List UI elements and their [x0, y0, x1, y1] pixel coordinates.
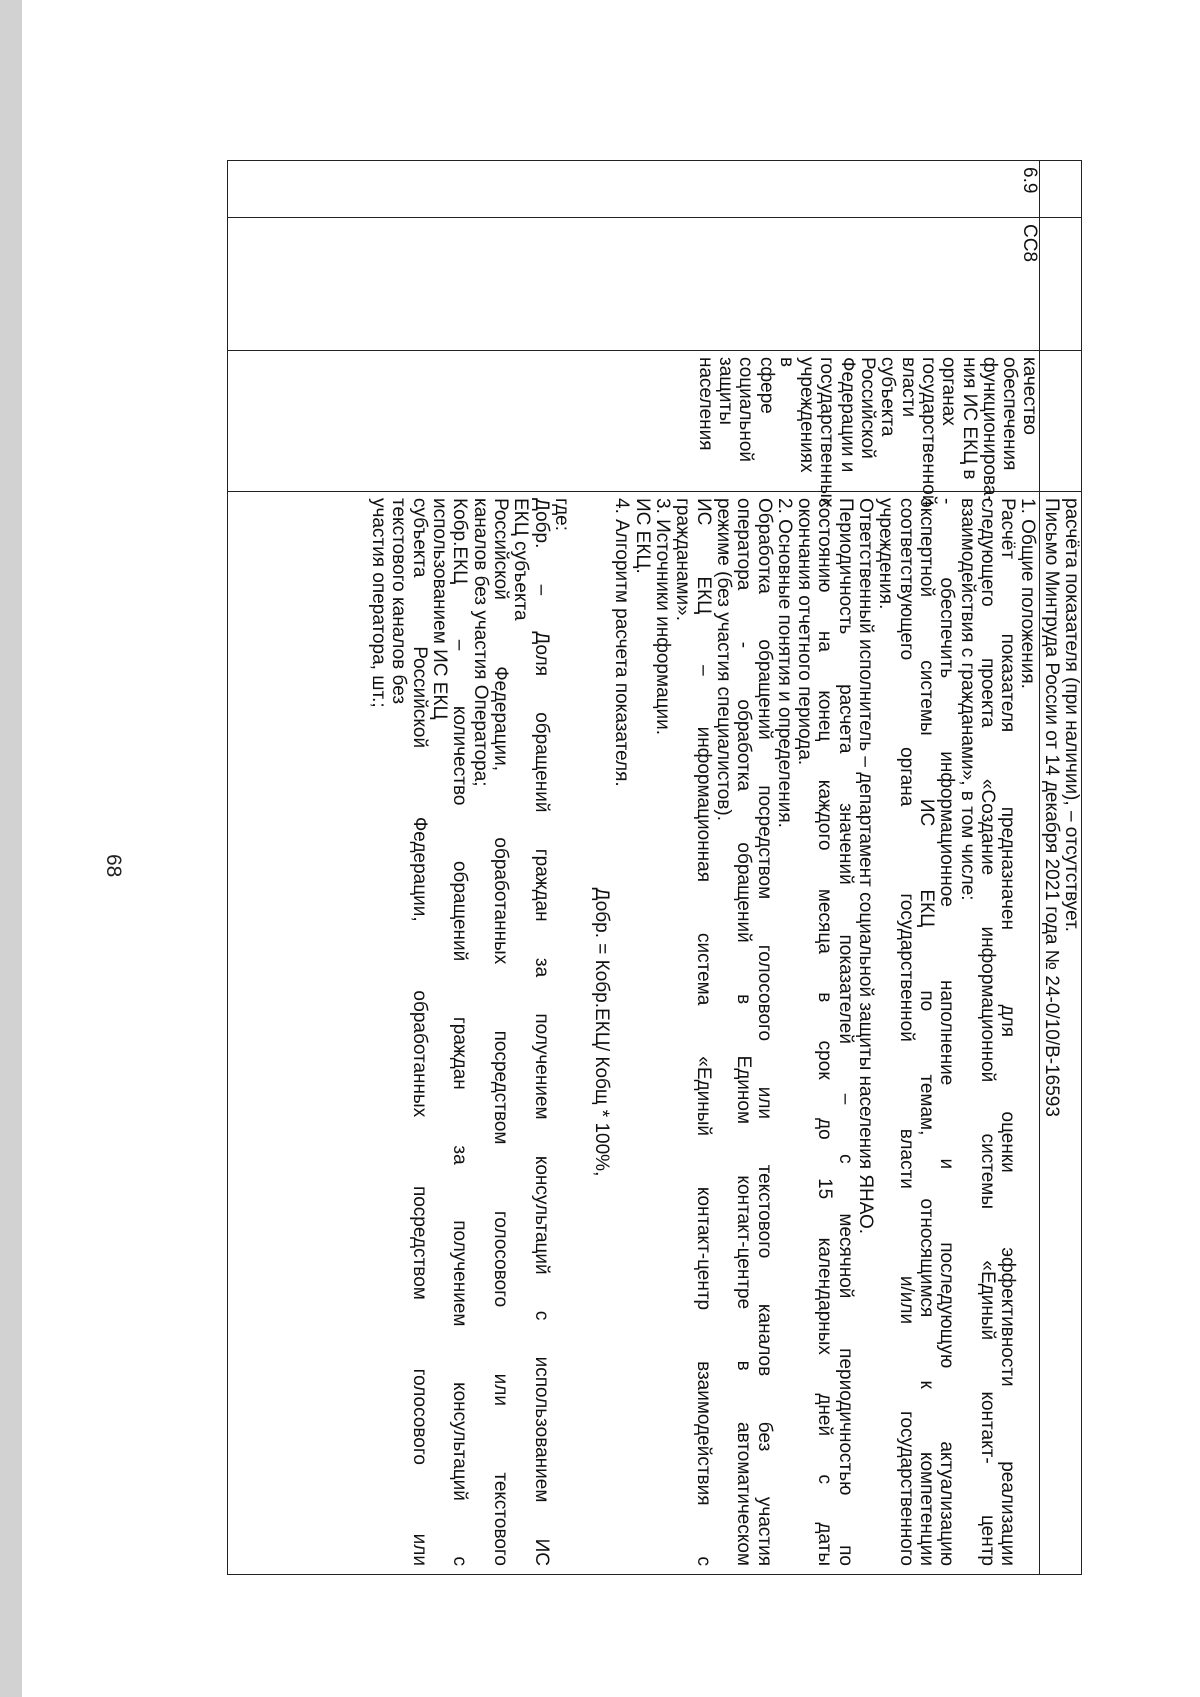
rotated-table-wrapper	[222, 160, 1082, 1570]
method-line: использованием ИС ЕКЦ	[429, 498, 451, 720]
row-method-cell	[228, 492, 1040, 1575]
method-line: гражданами».	[672, 498, 694, 622]
method-line: ЕКЦ субъекта	[510, 498, 532, 621]
method-line: Кобр.ЕКЦ – количество обращений граждан за получением консультаций с	[449, 498, 471, 1566]
calculation-method-text	[366, 492, 1040, 1574]
method-line: каналов без участия Оператора;	[469, 498, 491, 787]
indicator-name-line: ния ИС ЕКЦ в	[958, 357, 980, 480]
method-line: Добр. = Кобр.ЕКЦ/ Кобщ * 100%,	[591, 887, 613, 1177]
indicator-name-line: государственных	[816, 357, 838, 508]
method-line: следующего проекта «Создание информационной системы «Единый контакт- центр	[976, 498, 998, 1566]
indicator-name	[694, 351, 1041, 508]
indicator-name-line: сфере	[755, 357, 777, 414]
document-page	[22, 0, 1200, 1697]
method-line: взаимодействия с гражданами», в том числе:	[956, 498, 978, 901]
method-line: режиме (без участия специалистов).	[712, 498, 734, 822]
header-line: Письмо Минтруда России от 14 декабря 2021 года № 24-0/10/В-16593	[1040, 498, 1062, 1117]
method-line: 2. Основные понятия и определения.	[773, 498, 795, 828]
method-line: Ответственный исполнитель – департамент социальной защиты населения ЯНАО.	[855, 498, 877, 1235]
method-line: Добр. – Доля обращений граждан за получением консультаций с использованием ИС	[530, 498, 552, 1566]
row-code-cell	[228, 218, 1040, 351]
method-line: Обработка обращений посредством голосового или текстового каналов без участия	[753, 498, 775, 1566]
header-empty-cell-3	[1040, 351, 1082, 492]
method-line: Расчёт показателя предназначен для оценки эффективности реализации	[997, 498, 1019, 1566]
indicator-name-line: качество	[1019, 357, 1041, 435]
header-empty-cell-2	[1040, 218, 1082, 351]
method-line: 3. Источники информации.	[652, 498, 674, 736]
indicator-table	[227, 160, 1082, 1575]
method-line: соответствующего органа государственной власти и/или государственного	[895, 498, 917, 1566]
row-code: СС8	[1019, 224, 1041, 263]
indicator-name-line: населения	[694, 357, 716, 451]
method-line: окончания отчетного периода.	[794, 498, 816, 766]
method-line: экспертной системы ИС ЕКЦ по темам, относящимся к компетенции	[915, 498, 937, 1566]
method-line: оператора - обработка обращений в Едином контакт-центре в автоматическом	[733, 498, 755, 1566]
method-line: участия оператора, шт.;	[368, 498, 390, 708]
method-line: ИС ЕКЦ.	[631, 498, 653, 574]
indicator-name-line: Федерации и	[836, 357, 858, 473]
row-number: 6.9	[1019, 167, 1041, 194]
indicator-name-line: государственной	[917, 357, 939, 506]
indicator-name-line: социальной	[735, 357, 757, 463]
method-line: - обеспечить информационное наполнение и последующую актуализацию	[936, 498, 958, 1566]
row-number-cell	[228, 161, 1040, 218]
indicator-name-line: органах	[938, 357, 960, 426]
indicator-name-line: Российской	[857, 357, 879, 459]
indicator-name-line: функционирова-	[978, 357, 1000, 502]
method-line: субъекта Российской Федерации, обработанных посредством голосового или	[408, 498, 430, 1566]
row-name-cell	[228, 351, 1041, 508]
indicator-name-line: власти субъекта	[877, 357, 919, 437]
method-line: учреждения.	[875, 498, 897, 610]
method-line: Периодичность расчета значений показателей – с месячной периодичностью по	[834, 498, 856, 1566]
header-empty-cell-1	[1040, 161, 1082, 218]
header-row	[1040, 161, 1082, 1575]
table-row	[228, 161, 1040, 1575]
method-line: текстового каналов без	[388, 498, 410, 705]
indicator-name-line: защиты	[714, 357, 736, 425]
method-line: 1. Общие положения.	[1017, 498, 1039, 689]
indicator-name-line: учреждениях в	[775, 357, 818, 473]
method-line: 4. Алгоритм расчета показателя.	[611, 498, 633, 787]
header-text	[1040, 492, 1081, 1574]
method-line: состоянию на конец каждого месяца в срок до 15 календарных дней с даты	[814, 498, 836, 1566]
method-line: ИС ЕКЦ – информационная система «Единый контакт-центр взаимодействия с	[692, 498, 714, 1566]
method-line: Российской Федерации, обработанных посредством голосового или текстового	[489, 498, 511, 1566]
method-line: где:	[550, 498, 572, 532]
method-line	[571, 498, 591, 1566]
indicator-name-line: обеспечения	[999, 357, 1021, 471]
header-text-cell	[1040, 492, 1082, 1575]
page-number: 68	[102, 854, 125, 878]
header-line: расчёта показателя (при наличии), – отсутствует.	[1061, 498, 1082, 932]
